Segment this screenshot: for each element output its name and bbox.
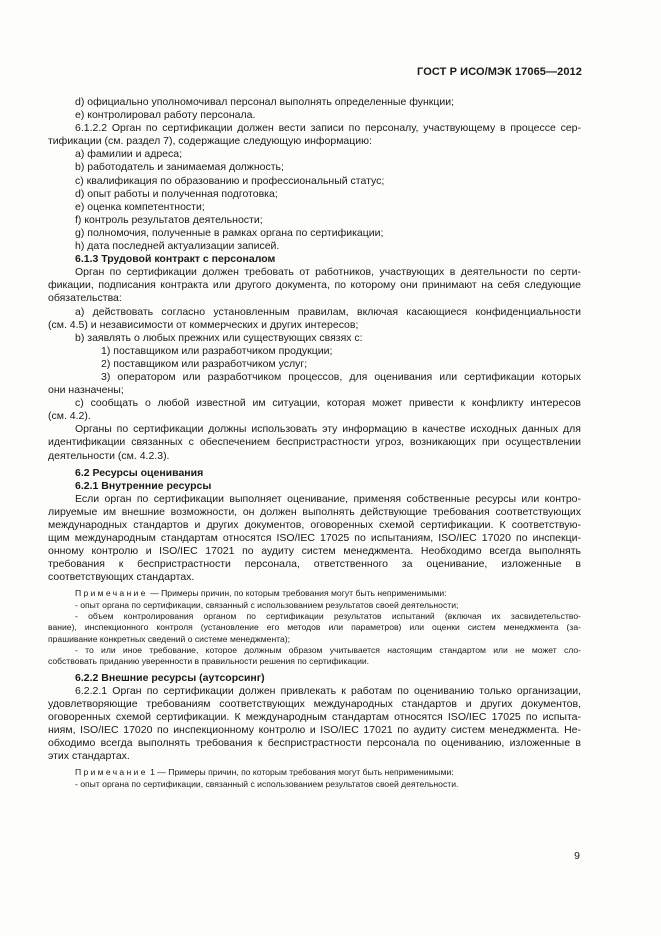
page-body [48, 96, 581, 790]
note-text: — Примеры причин, по которым требования могут быть неприменимыми: [147, 588, 447, 599]
paragraph-line: фикации, подписания контракта или другого документа, по которому они принимают на себя следующие [48, 279, 581, 292]
note-line: - то или иное требование, которое должным образом учитывается настоящим стандартом или не может сло- [75, 644, 581, 655]
paragraph-line: 6.1.2.2 Орган по сертификации должен вести записи по персоналу, участвующему в процессе сер- [75, 122, 581, 135]
page-number: 9 [574, 850, 580, 862]
paragraph-line: этих стандартах. [48, 750, 130, 763]
note-label: Примечание [75, 767, 148, 778]
paragraph-line: обходимо всегда выполнять требования к беспристрастности персонала по оцениванию, изложенные в [48, 737, 581, 750]
note-line: - опыт органа по сертификации, связанный с использованием результатов своей деятельности; [75, 599, 459, 610]
paragraph-line: обязательства: [48, 292, 122, 305]
list-item: d) опыт работы и полученная подготовка; [75, 187, 278, 200]
list-item: a) фамилии и адреса; [75, 148, 183, 161]
note-label: Примечание [75, 588, 148, 599]
list-item: e) оценка компетентности; [75, 200, 205, 213]
document-header: ГОСТ Р ИСО/МЭК 17065—2012 [417, 66, 582, 78]
list-item: e) контролировал работу персонала. [75, 109, 256, 122]
paragraph-line: Если орган по сертификации выполняет оценивание, применяя собственные ресурсы или контро- [75, 492, 581, 505]
paragraph-line: щим международным стандартам относятся ISO/IEC 17025 по испытаниям, ISO/IEC 17020 по инспекци- [48, 532, 581, 545]
paragraph-line: Органы по сертификации должны использовать эту информацию в качестве исходных данных для [75, 423, 581, 436]
list-item: f) контроль результатов деятельности; [75, 213, 263, 226]
paragraph-line: лируемые им внешние возможности, он должен выполнять действующие требования соответствующих [48, 505, 581, 518]
paragraph-line: они назначены; [48, 384, 124, 397]
paragraph-line: Орган по сертификации должен требовать от работников, участвующих в деятельности по серти- [75, 266, 581, 279]
paragraph-line: соответствующих стандартах. [48, 571, 195, 584]
note-line: вание), инспекционного контроля (установление его методов или параметров) или оценки систем менеджмента (за- [48, 622, 581, 633]
sub-list-item: 2) поставщиком или разработчиком услуг; [101, 357, 308, 370]
paragraph-line: онному контролю и ISO/IEC 17021 по аудиту систем менеджмента. Необходимо всегда выполнять [48, 545, 581, 558]
list-item: c) квалификация по образованию и профессиональный статус; [75, 174, 385, 187]
paragraph-line: требования к беспристрастности персонала, ответственного за оценивание, изложенные в [48, 558, 581, 571]
note-line: - опыт органа по сертификации, связанный с использованием результатов своей деятельности. [75, 778, 459, 789]
paragraph-line: 6.2.2.1 Орган по сертификации должен привлекать к работам по оцениванию только организации, [75, 684, 581, 697]
section-heading: 6.1.3 Трудовой контракт с персоналом [75, 253, 276, 266]
paragraph-line: удовлетворяющие требованиям соответствующих международных стандартов и других документов, [48, 697, 581, 710]
note-line: собствовать приданию уверенности в правильности решения по сертификации. [48, 656, 370, 667]
list-item: b) заявлять о любых прежних или существующих связях с: [75, 331, 363, 344]
section-heading: 6.2.1 Внутренние ресурсы [75, 479, 212, 492]
list-item: a) действовать согласно установленным правилам, включая касающиеся конфиденциальности [75, 305, 581, 318]
paragraph-line: (см. 4.5) и независимости от коммерческих и других интересов; [48, 318, 359, 331]
paragraph-line: идентификации связанных с обеспечением беспристрастности угроз, возникающих при осуществлении [48, 436, 581, 449]
sub-list-item: 1) поставщиком или разработчиком продукции; [101, 344, 333, 357]
paragraph-line: международных стандартов и других документов, оговоренных схемой сертификации. К соответствую- [48, 519, 581, 531]
list-item: c) сообщать о любой известной им ситуации, которая может привести к конфликту интересов [75, 397, 581, 410]
section-heading: 6.2 Ресурсы оценивания [75, 466, 204, 479]
list-item: b) работодатель и занимаемая должность; [75, 161, 284, 174]
note-line: - объем контролирования органом по сертификации результатов испытаний (включая их засвидетельство- [75, 611, 581, 622]
list-item: d) официально уполномочивал персонал выполнять определенные функции; [75, 96, 455, 108]
paragraph-line: оговоренных схемой сертификации. К международным стандартам относятся ISO/IEC 17025 по испыта- [48, 710, 581, 723]
list-item: g) полномочия, полученные в рамках органа по сертификации; [75, 226, 384, 239]
note-heading [48, 588, 581, 599]
note-line: прашивание конкретных сведений о системе менеджмента); [48, 633, 291, 644]
list-item: h) дата последней актуализации записей. [75, 240, 280, 253]
note-heading [48, 767, 581, 778]
sub-list-item: 3) оператором или разработчиком процессов, для оценивания или сертификации которых [101, 370, 581, 383]
note-text: 1 — Примеры причин, по которым требования могут быть неприменимыми: [147, 767, 454, 778]
paragraph-line: тификации (см. раздел 7), содержащие следующую информацию: [48, 135, 372, 148]
section-heading: 6.2.2 Внешние ресурсы (аутсорсинг) [75, 671, 265, 684]
paragraph-line: деятельности (см. 4.2.3). [48, 449, 170, 462]
paragraph-line: ниям, ISO/IEC 17020 по инспекционному контролю и ISO/IEC 17021 по аудиту систем менеджмента. Не- [48, 723, 581, 736]
paragraph-line: (см. 4.2). [48, 410, 91, 423]
